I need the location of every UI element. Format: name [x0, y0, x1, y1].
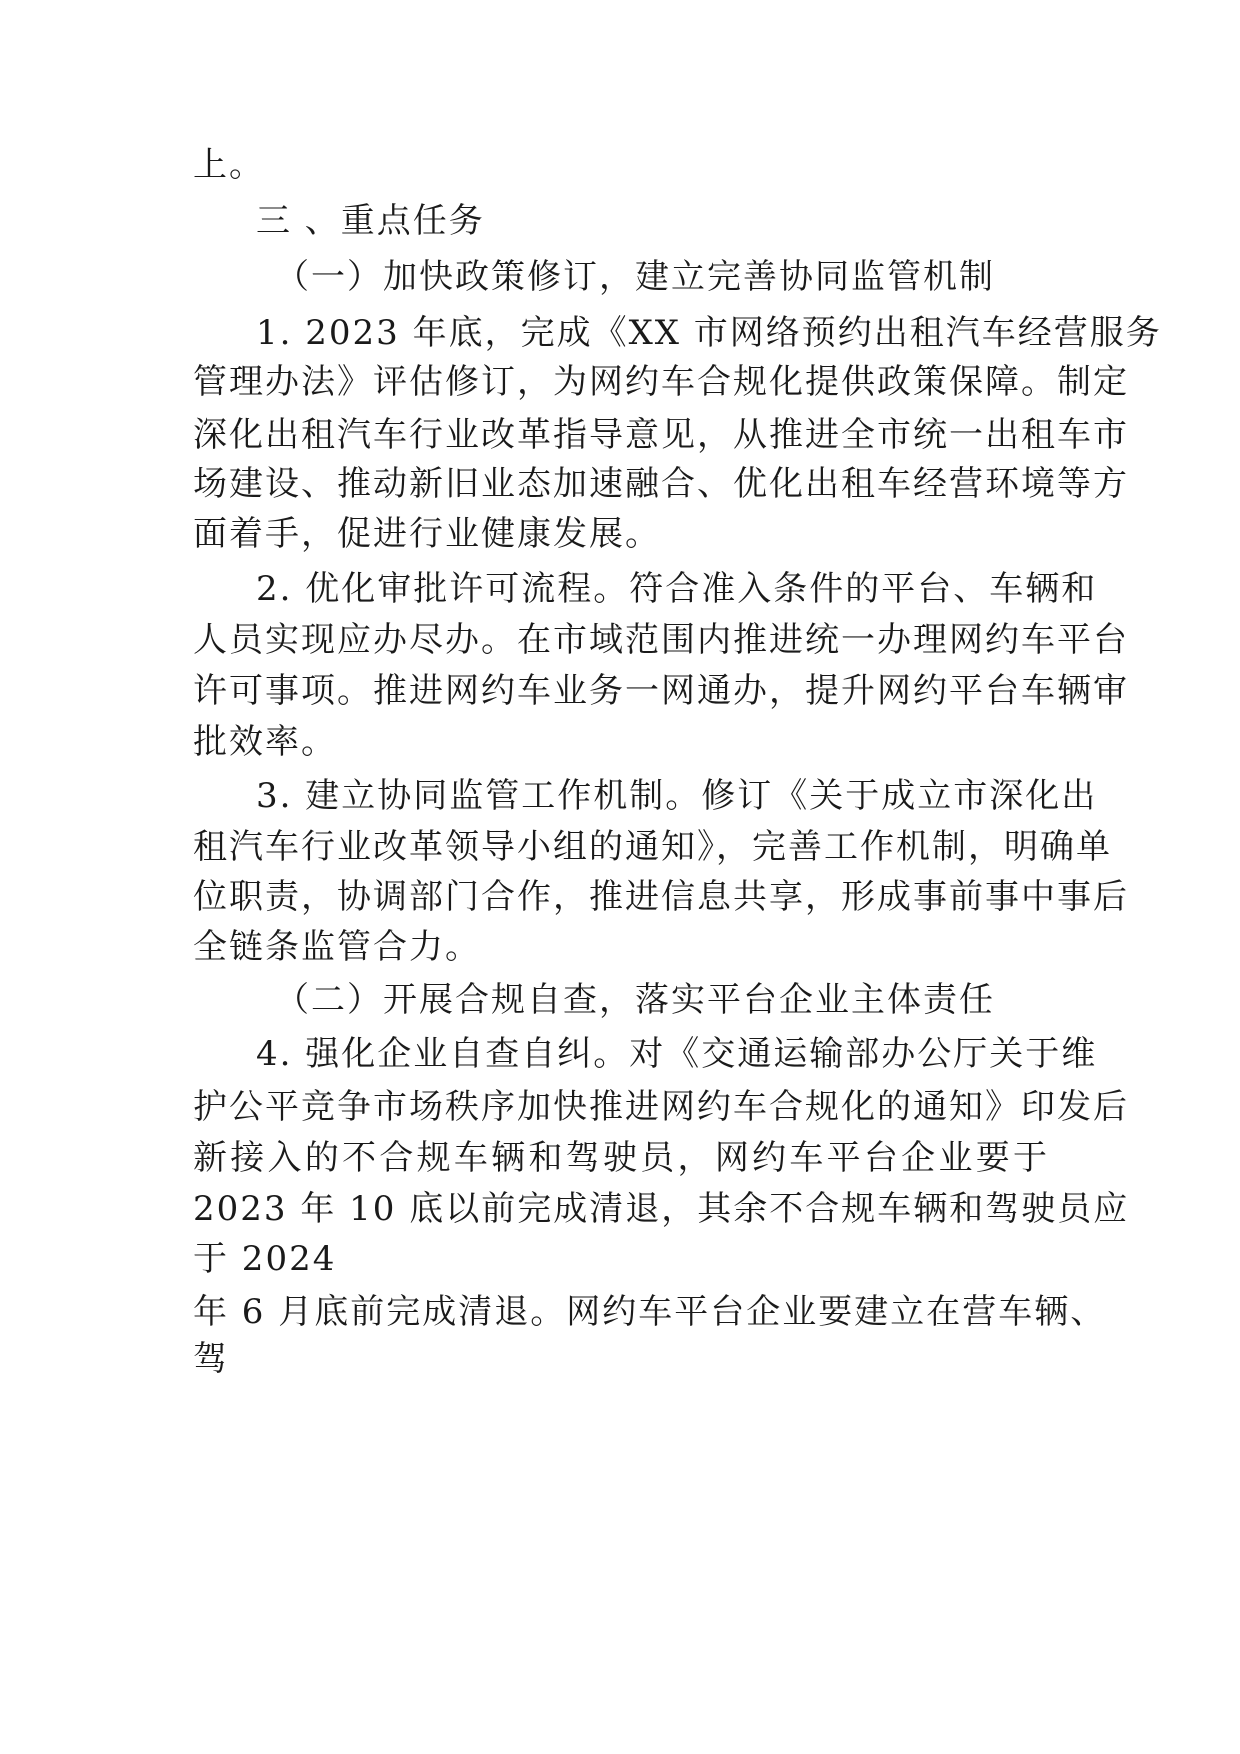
text-line: 4. 强化企业自查自纠。对《交通运输部办公厅关于维: [256, 1034, 1098, 1074]
text-line: 2. 优化审批许可流程。符合准入条件的平台、车辆和: [256, 569, 1098, 609]
text-line: 1. 2023 年底，完成《XX 市网络预约出租汽车经营服务: [256, 313, 1162, 353]
text-line: 人员实现应办尽办。在市域范围内推进统一办理网约车平台: [193, 620, 1129, 660]
text-line: 护公平竞争市场秩序加快推进网约车合规化的通知》印发后: [193, 1087, 1129, 1127]
text-line: 管理办法》评估修订，为网约车合规化提供政策保障。制定: [193, 362, 1129, 402]
text-line: 于 2024: [193, 1239, 337, 1279]
text-line: 年 6 月底前完成清退。网约车平台企业要建立在营车辆、: [193, 1292, 1107, 1332]
text-line: 驾: [193, 1339, 229, 1379]
text-line: 新接入的不合规车辆和驾驶员，网约车平台企业要于: [193, 1138, 1049, 1178]
text-line: 3. 建立协同监管工作机制。修订《关于成立市深化出: [256, 776, 1098, 816]
section-heading: 三 、重点任务: [256, 201, 485, 241]
text-line: 场建设、推动新旧业态加速融合、优化出租车经营环境等方: [193, 464, 1129, 504]
subsection-heading: （一）加快政策修订，建立完善协同监管机制: [275, 257, 995, 297]
subsection-heading: （二）开展合规自查，落实平台企业主体责任: [275, 980, 995, 1020]
text-line: 位职责，协调部门合作，推进信息共享，形成事前事中事后: [193, 877, 1129, 917]
text-line: 2023 年 10 底以前完成清退，其余不合规车辆和驾驶员应: [193, 1189, 1130, 1229]
text-line: 许可事项。推进网约车业务一网通办，提升网约平台车辆审: [193, 671, 1129, 711]
text-line: 租汽车行业改革领导小组的通知》，完善工作机制，明确单: [193, 827, 1112, 867]
text-line: 批效率。: [193, 722, 337, 762]
text-line: 深化出租汽车行业改革指导意见，从推进全市统一出租车市: [193, 415, 1129, 455]
text-line: 上。: [193, 145, 265, 185]
text-line: 全链条监管合力。: [193, 927, 481, 967]
text-line: 面着手，促进行业健康发展。: [193, 514, 661, 554]
